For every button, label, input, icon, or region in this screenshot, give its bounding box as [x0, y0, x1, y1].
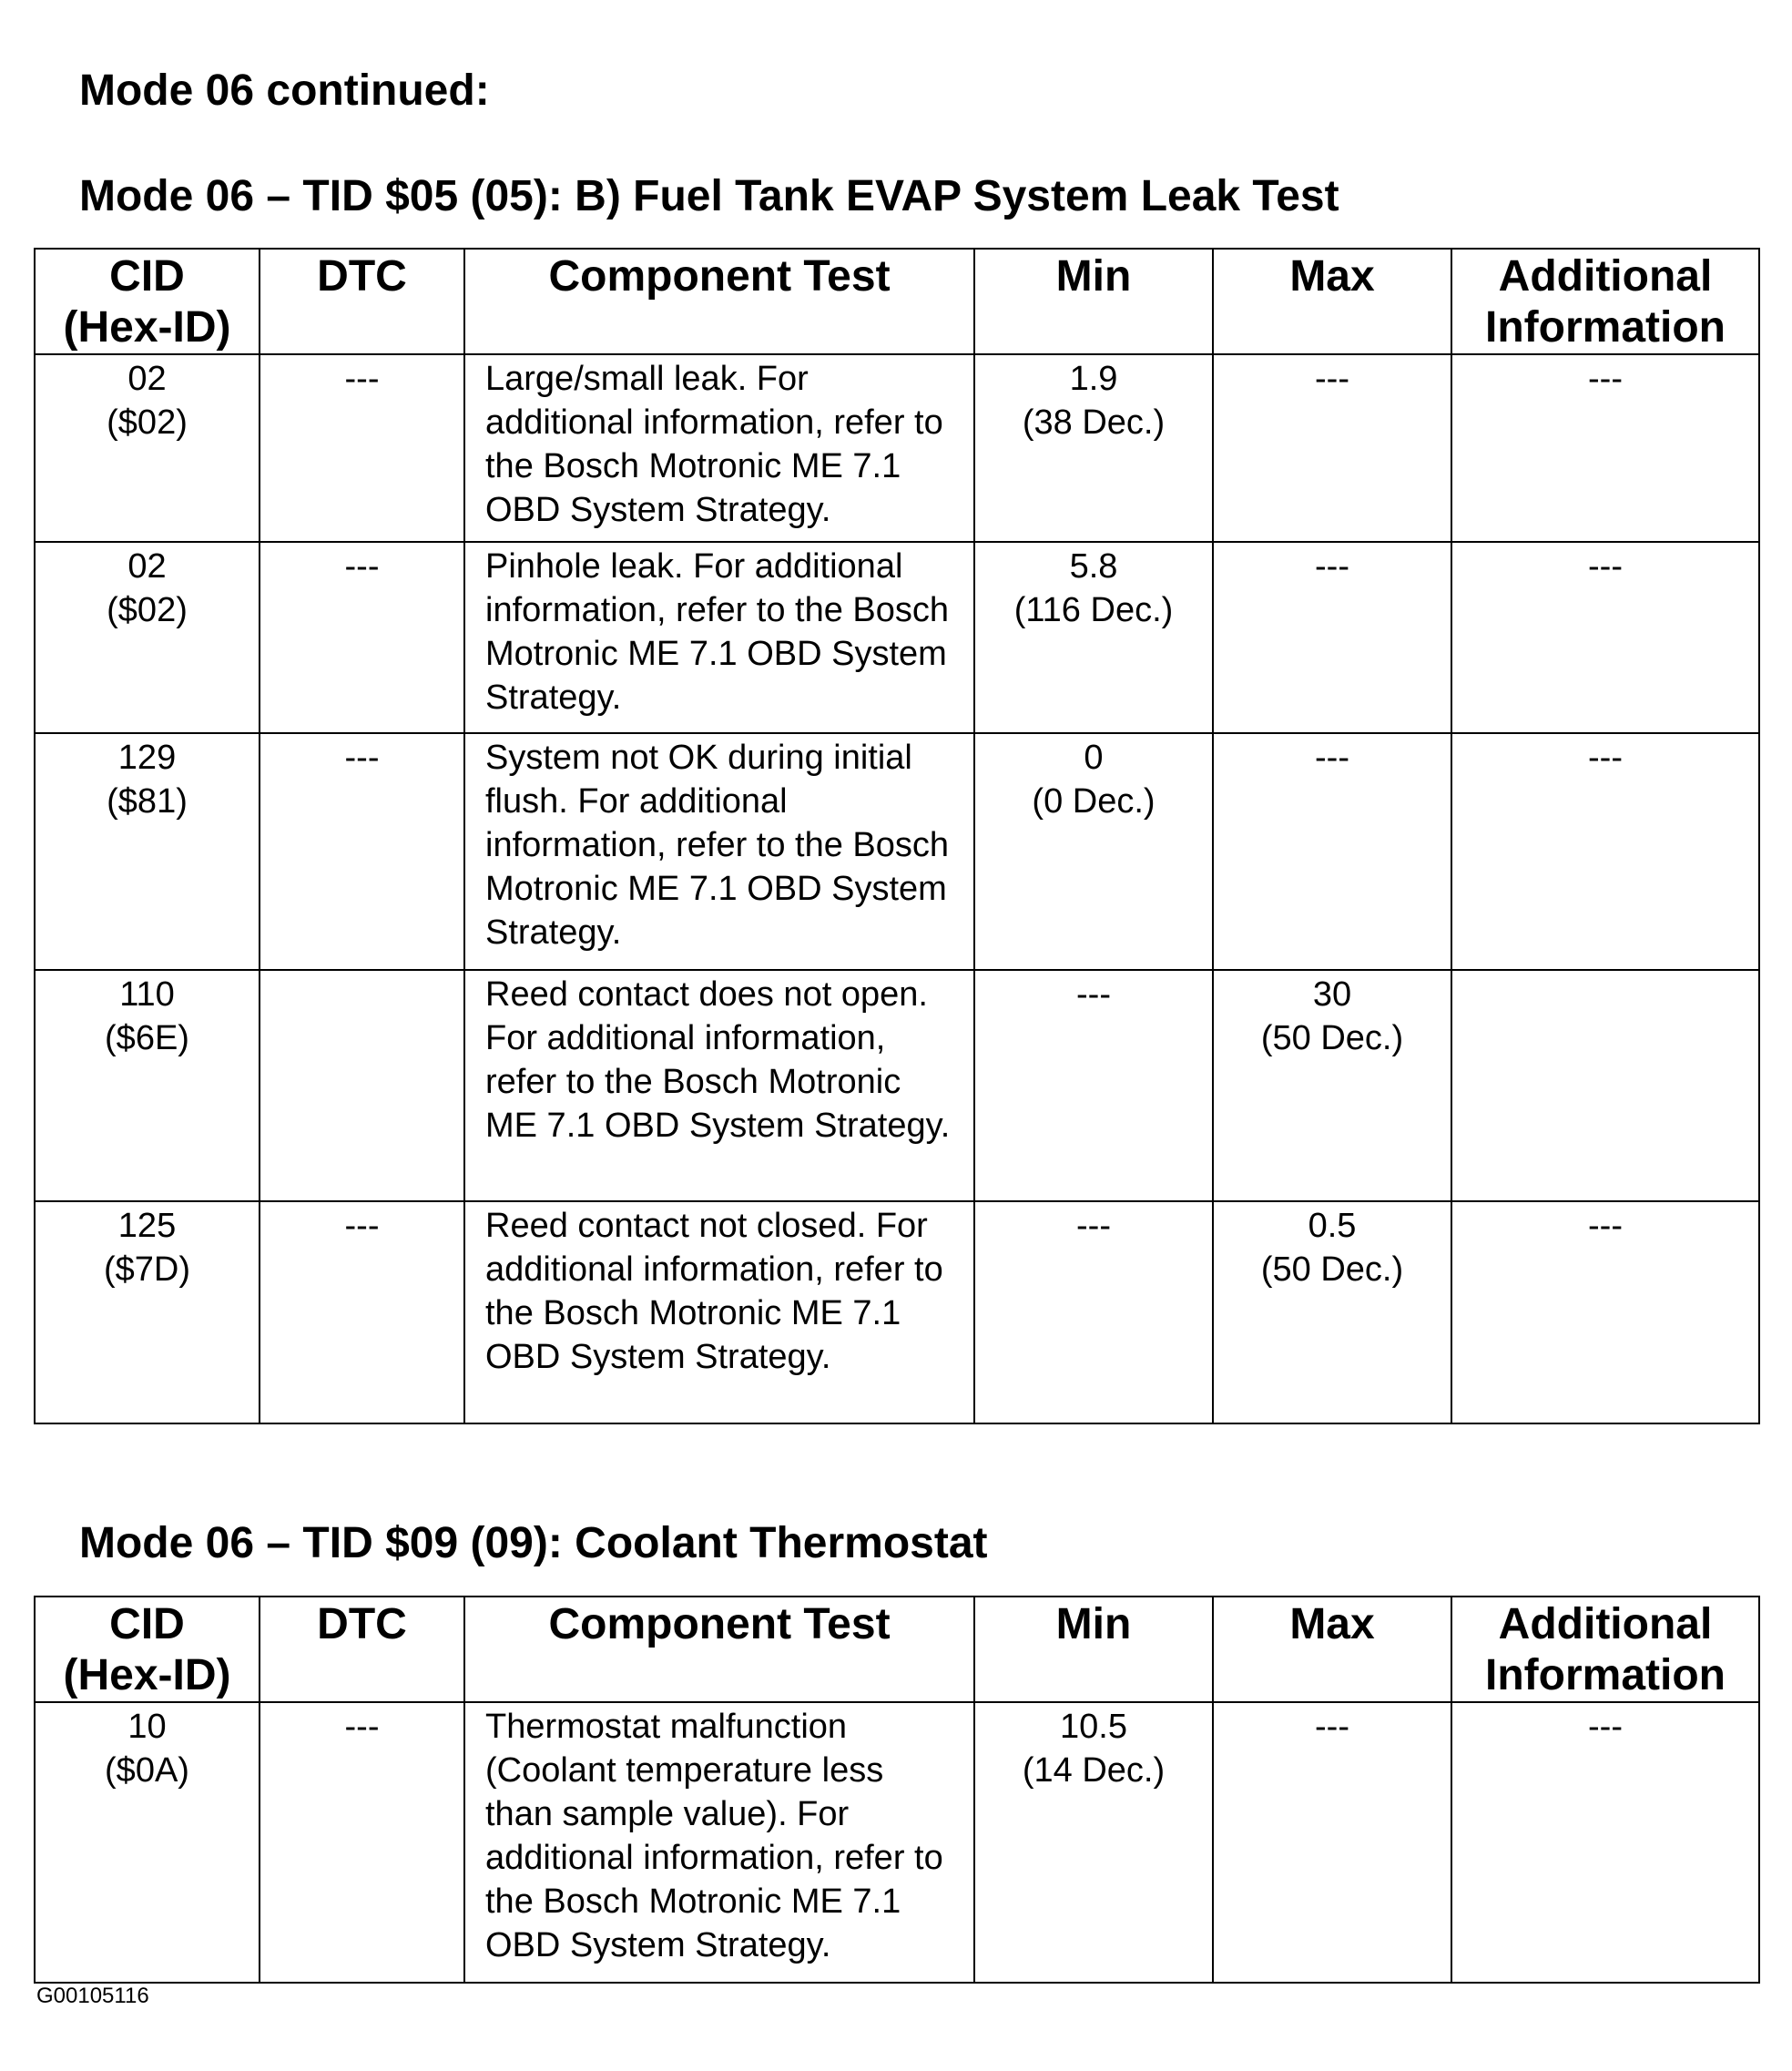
column-header-information-label: Information — [1485, 1651, 1726, 1699]
max-value: 30 — [1312, 975, 1352, 1014]
cid-cell — [35, 354, 260, 542]
table-header-row — [35, 1597, 1759, 1702]
column-header-cid — [35, 249, 260, 354]
max-decimal: (50 Dec.) — [1260, 1250, 1404, 1289]
cid-cell — [35, 733, 260, 970]
dtc-cell: --- — [260, 354, 464, 542]
min-value: 1.9 — [1069, 360, 1118, 398]
min-decimal: (116 Dec.) — [1013, 591, 1174, 629]
additional-information-cell: --- — [1451, 733, 1759, 970]
min-cell — [974, 354, 1213, 542]
column-header-dtc: DTC — [260, 249, 464, 354]
max-cell — [1213, 1702, 1451, 1983]
table-header-row — [35, 249, 1759, 354]
cid-value: 10 — [127, 1708, 167, 1746]
min-value: 0 — [1084, 739, 1104, 777]
max-cell — [1213, 970, 1451, 1201]
component-test-cell: Pinhole leak. For additional information, refer to the Bosch Motronic ME 7.1 OBD System Strategy. — [464, 542, 974, 733]
column-header-dtc: DTC — [260, 1597, 464, 1702]
table-row — [35, 1201, 1759, 1423]
column-header-component-test: Component Test — [464, 1597, 974, 1702]
min-cell — [974, 1201, 1213, 1423]
min-decimal: (0 Dec.) — [1032, 782, 1156, 821]
cid-cell — [35, 542, 260, 733]
max-value: 0.5 — [1308, 1207, 1357, 1245]
min-decimal: (14 Dec.) — [1022, 1751, 1166, 1790]
max-cell — [1213, 354, 1451, 542]
max-decimal: (50 Dec.) — [1260, 1019, 1404, 1057]
column-header-min: Min — [974, 1597, 1213, 1702]
min-cell — [974, 733, 1213, 970]
min-value: 10.5 — [1060, 1708, 1127, 1746]
table-row — [35, 970, 1759, 1201]
evap-leak-test-table — [34, 248, 1760, 1424]
max-value: --- — [1315, 739, 1349, 777]
hex-id-value: ($02) — [107, 403, 188, 442]
dtc-cell: --- — [260, 1201, 464, 1423]
figure-id: G00105116 — [36, 1984, 149, 2008]
column-header-min: Min — [974, 249, 1213, 354]
cid-value: 02 — [127, 547, 167, 586]
hex-id-value: ($02) — [107, 591, 188, 629]
cid-value: 110 — [119, 975, 175, 1014]
cid-cell — [35, 1702, 260, 1983]
column-header-additional-information — [1451, 249, 1759, 354]
max-cell — [1213, 1201, 1451, 1423]
min-cell — [974, 542, 1213, 733]
additional-information-cell — [1451, 970, 1759, 1201]
component-test-cell: System not OK during initial flush. For additional information, refer to the Bosch Motronic ME 7.1 OBD System Strategy. — [464, 733, 974, 970]
table-title-coolant-thermostat: Mode 06 – TID $09 (09): Coolant Thermostat — [79, 1519, 988, 1567]
max-cell — [1213, 542, 1451, 733]
min-decimal: (38 Dec.) — [1022, 403, 1166, 442]
max-cell — [1213, 733, 1451, 970]
column-header-max: Max — [1213, 249, 1451, 354]
column-header-hex-id-label: (Hex-ID) — [63, 1651, 231, 1699]
min-value: 5.8 — [1069, 547, 1118, 586]
column-header-cid-label: CID — [109, 252, 185, 301]
min-cell — [974, 1702, 1213, 1983]
max-value: --- — [1315, 1708, 1349, 1746]
hex-id-value: ($0A) — [105, 1751, 189, 1790]
additional-information-cell: --- — [1451, 1201, 1759, 1423]
additional-information-cell: --- — [1451, 354, 1759, 542]
cid-value: 02 — [127, 360, 167, 398]
component-test-cell: Thermostat malfunction (Coolant temperature less than sample value). For additional information, refer to the Bosch Motronic ME 7.1 OBD System Strategy. — [464, 1702, 974, 1983]
column-header-information-label: Information — [1485, 303, 1726, 352]
table-title-evap-leak-test: Mode 06 – TID $05 (05): B) Fuel Tank EVAP System Leak Test — [79, 172, 1339, 220]
dtc-cell: --- — [260, 542, 464, 733]
cid-cell — [35, 970, 260, 1201]
column-header-cid-label: CID — [109, 1600, 185, 1648]
additional-information-cell: --- — [1451, 542, 1759, 733]
dtc-cell: --- — [260, 733, 464, 970]
additional-information-cell: --- — [1451, 1702, 1759, 1983]
column-header-additional-information — [1451, 1597, 1759, 1702]
min-value: --- — [1076, 1207, 1111, 1245]
hex-id-value: ($7D) — [103, 1250, 191, 1289]
cid-value: 125 — [117, 1207, 177, 1245]
cid-value: 129 — [117, 739, 177, 777]
component-test-cell: Large/small leak. For additional information, refer to the Bosch Motronic ME 7.1 OBD System Strategy. — [464, 354, 974, 542]
min-value: --- — [1076, 975, 1111, 1014]
min-cell — [974, 970, 1213, 1201]
component-test-cell: Reed contact does not open. For additional information, refer to the Bosch Motronic ME 7.1 OBD System Strategy. — [464, 970, 974, 1201]
table-row — [35, 1702, 1759, 1983]
component-test-cell: Reed contact not closed. For additional information, refer to the Bosch Motronic ME 7.1 OBD System Strategy. — [464, 1201, 974, 1423]
table-row — [35, 542, 1759, 733]
column-header-component-test: Component Test — [464, 249, 974, 354]
max-value: --- — [1315, 547, 1349, 586]
column-header-additional-label: Additional — [1498, 1600, 1713, 1648]
hex-id-value: ($6E) — [105, 1019, 189, 1057]
max-value: --- — [1315, 360, 1349, 398]
dtc-cell — [260, 970, 464, 1201]
coolant-thermostat-table — [34, 1596, 1760, 1984]
column-header-cid — [35, 1597, 260, 1702]
dtc-cell: --- — [260, 1702, 464, 1983]
page-title: Mode 06 continued: — [79, 66, 490, 115]
table-row — [35, 733, 1759, 970]
column-header-additional-label: Additional — [1498, 252, 1713, 301]
hex-id-value: ($81) — [107, 782, 188, 821]
cid-cell — [35, 1201, 260, 1423]
table-row — [35, 354, 1759, 542]
column-header-max: Max — [1213, 1597, 1451, 1702]
column-header-hex-id-label: (Hex-ID) — [63, 303, 231, 352]
